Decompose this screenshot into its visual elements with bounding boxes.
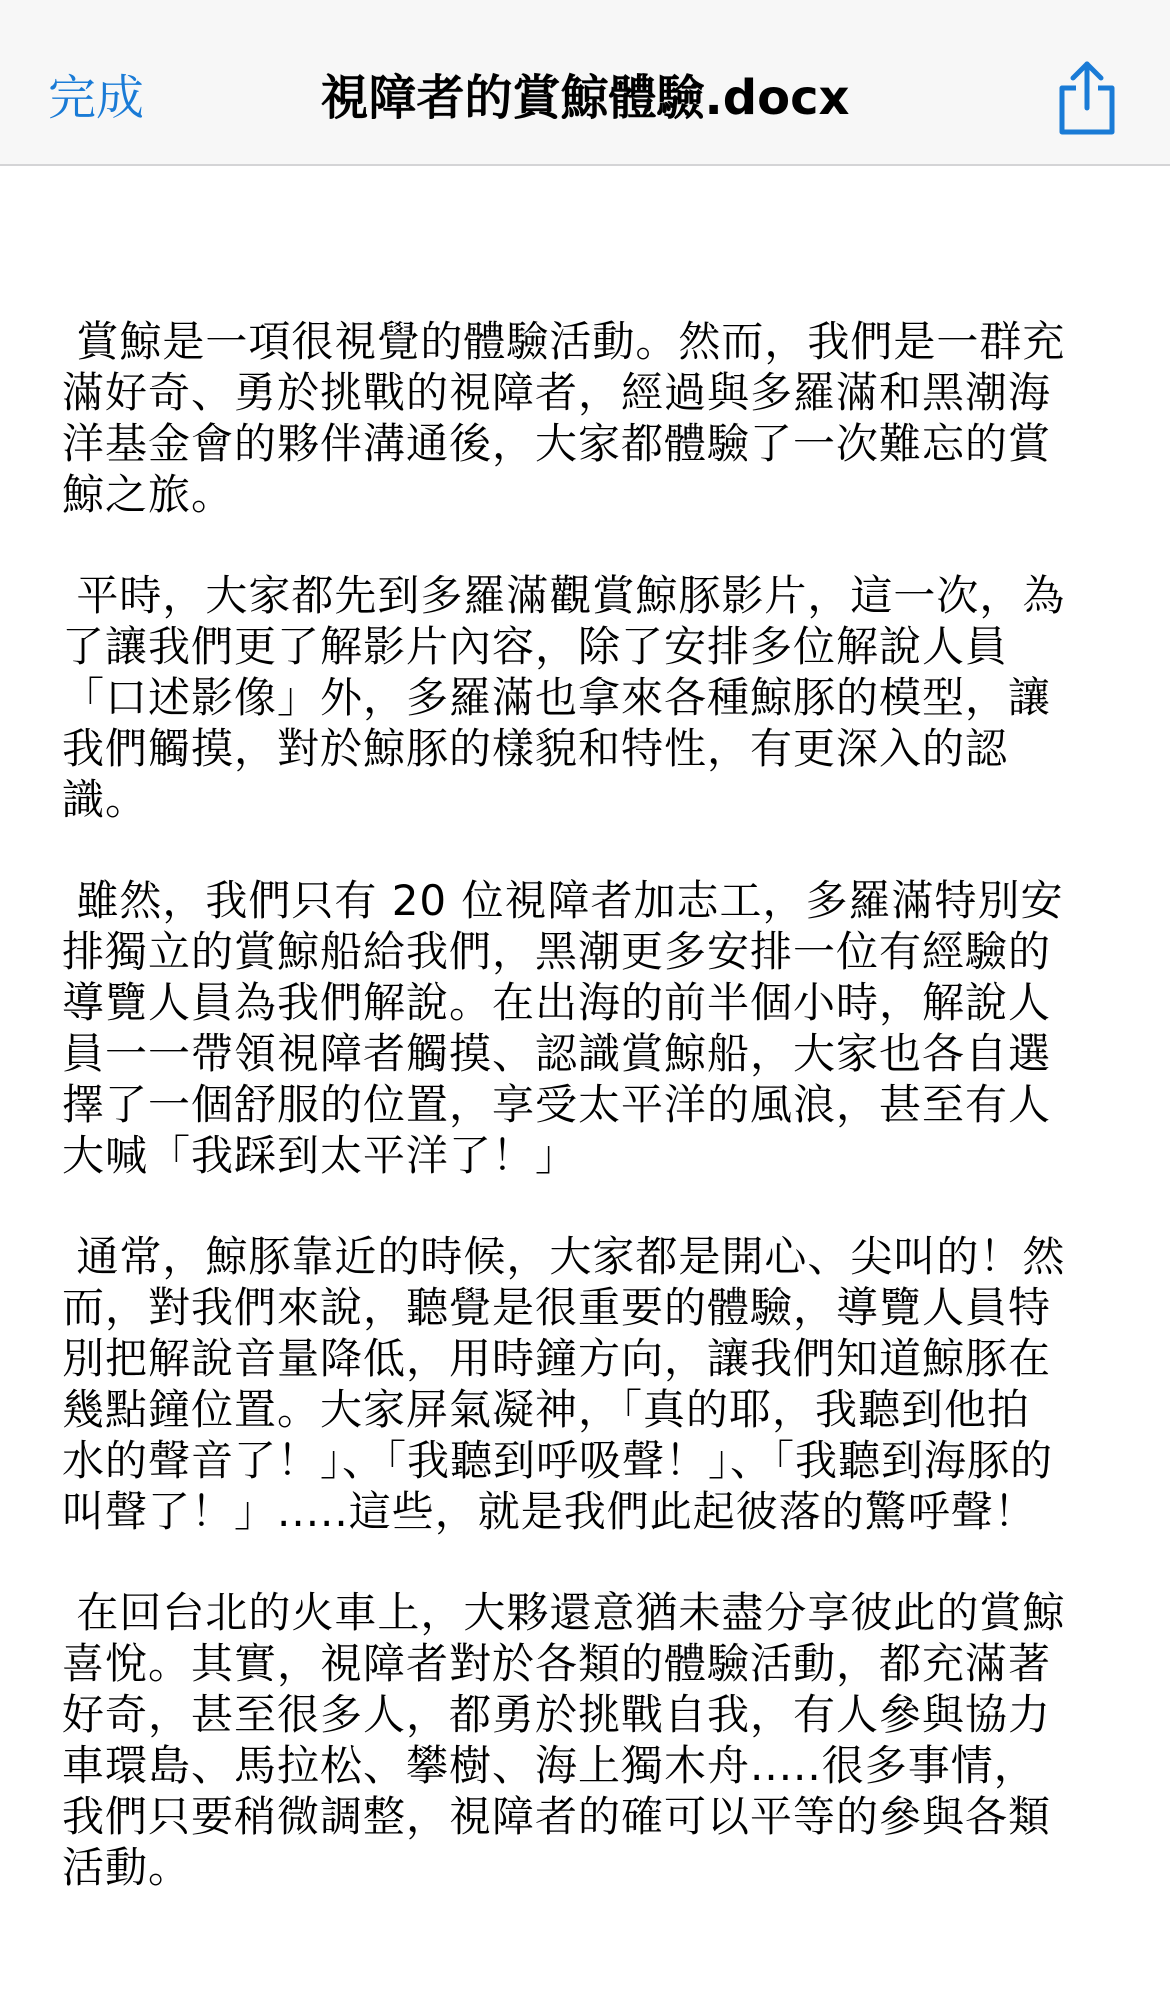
paragraph-1: 賞鯨是一項很視覺的體驗活動。然而，我們是一群充滿好奇、勇於挑戰的視障者，經過與多羅滿和黑潮海洋基金會的夥伴溝通後，大家都體驗了一次難忘的賞鯨之旅。: [62, 317, 1066, 519]
share-icon: [1054, 58, 1120, 138]
document-title: 視障者的賞鯨體驗.docx: [320, 70, 850, 126]
share-button[interactable]: [1054, 58, 1120, 138]
paragraph-2: 平時，大家都先到多羅滿觀賞鯨豚影片，這一次，為了讓我們更了解影片內容，除了安排多位解說人員「口述影像」外，多羅滿也拿來各種鯨豚的模型，讓我們觸摸，對於鯨豚的樣貌和特性，有更深入的認識。: [62, 571, 1066, 824]
paragraph-5: 在回台北的火車上，大夥還意猶未盡分享彼此的賞鯨喜悅。其實，視障者對於各類的體驗活動，都充滿著好奇，甚至很多人，都勇於挑戰自我，有人參與協力車環島、馬拉松、攀樹、海上獨木舟.....很多事情，我們只要稍微調整，視障者的確可以平等的參與各類活動。: [62, 1588, 1066, 1892]
navigation-bar: [0, 0, 1170, 166]
document-body: [62, 316, 1072, 1943]
paragraph-4: 通常，鯨豚靠近的時候，大家都是開心、尖叫的！然而，對我們來說，聽覺是很重要的體驗，導覽人員特別把解說音量降低，用時鐘方向，讓我們知道鯨豚在幾點鐘位置。大家屏氣凝神，「真的耶，我聽到他拍水的聲音了！」、「我聽到呼吸聲！」、「我聽到海豚的叫聲了！」.....這些，就是我們此起彼落的驚呼聲！: [62, 1232, 1066, 1536]
done-button[interactable]: 完成: [48, 70, 145, 126]
paragraph-3: 雖然，我們只有 20 位視障者加志工，多羅滿特別安排獨立的賞鯨船給我們，黑潮更多安排一位有經驗的導覽人員為我們解說。在出海的前半個小時，解說人員一一帶領視障者觸摸、認識賞鯨船，大家也各自選擇了一個舒服的位置，享受太平洋的風浪，甚至有人大喊「我踩到太平洋了！」: [62, 876, 1064, 1180]
